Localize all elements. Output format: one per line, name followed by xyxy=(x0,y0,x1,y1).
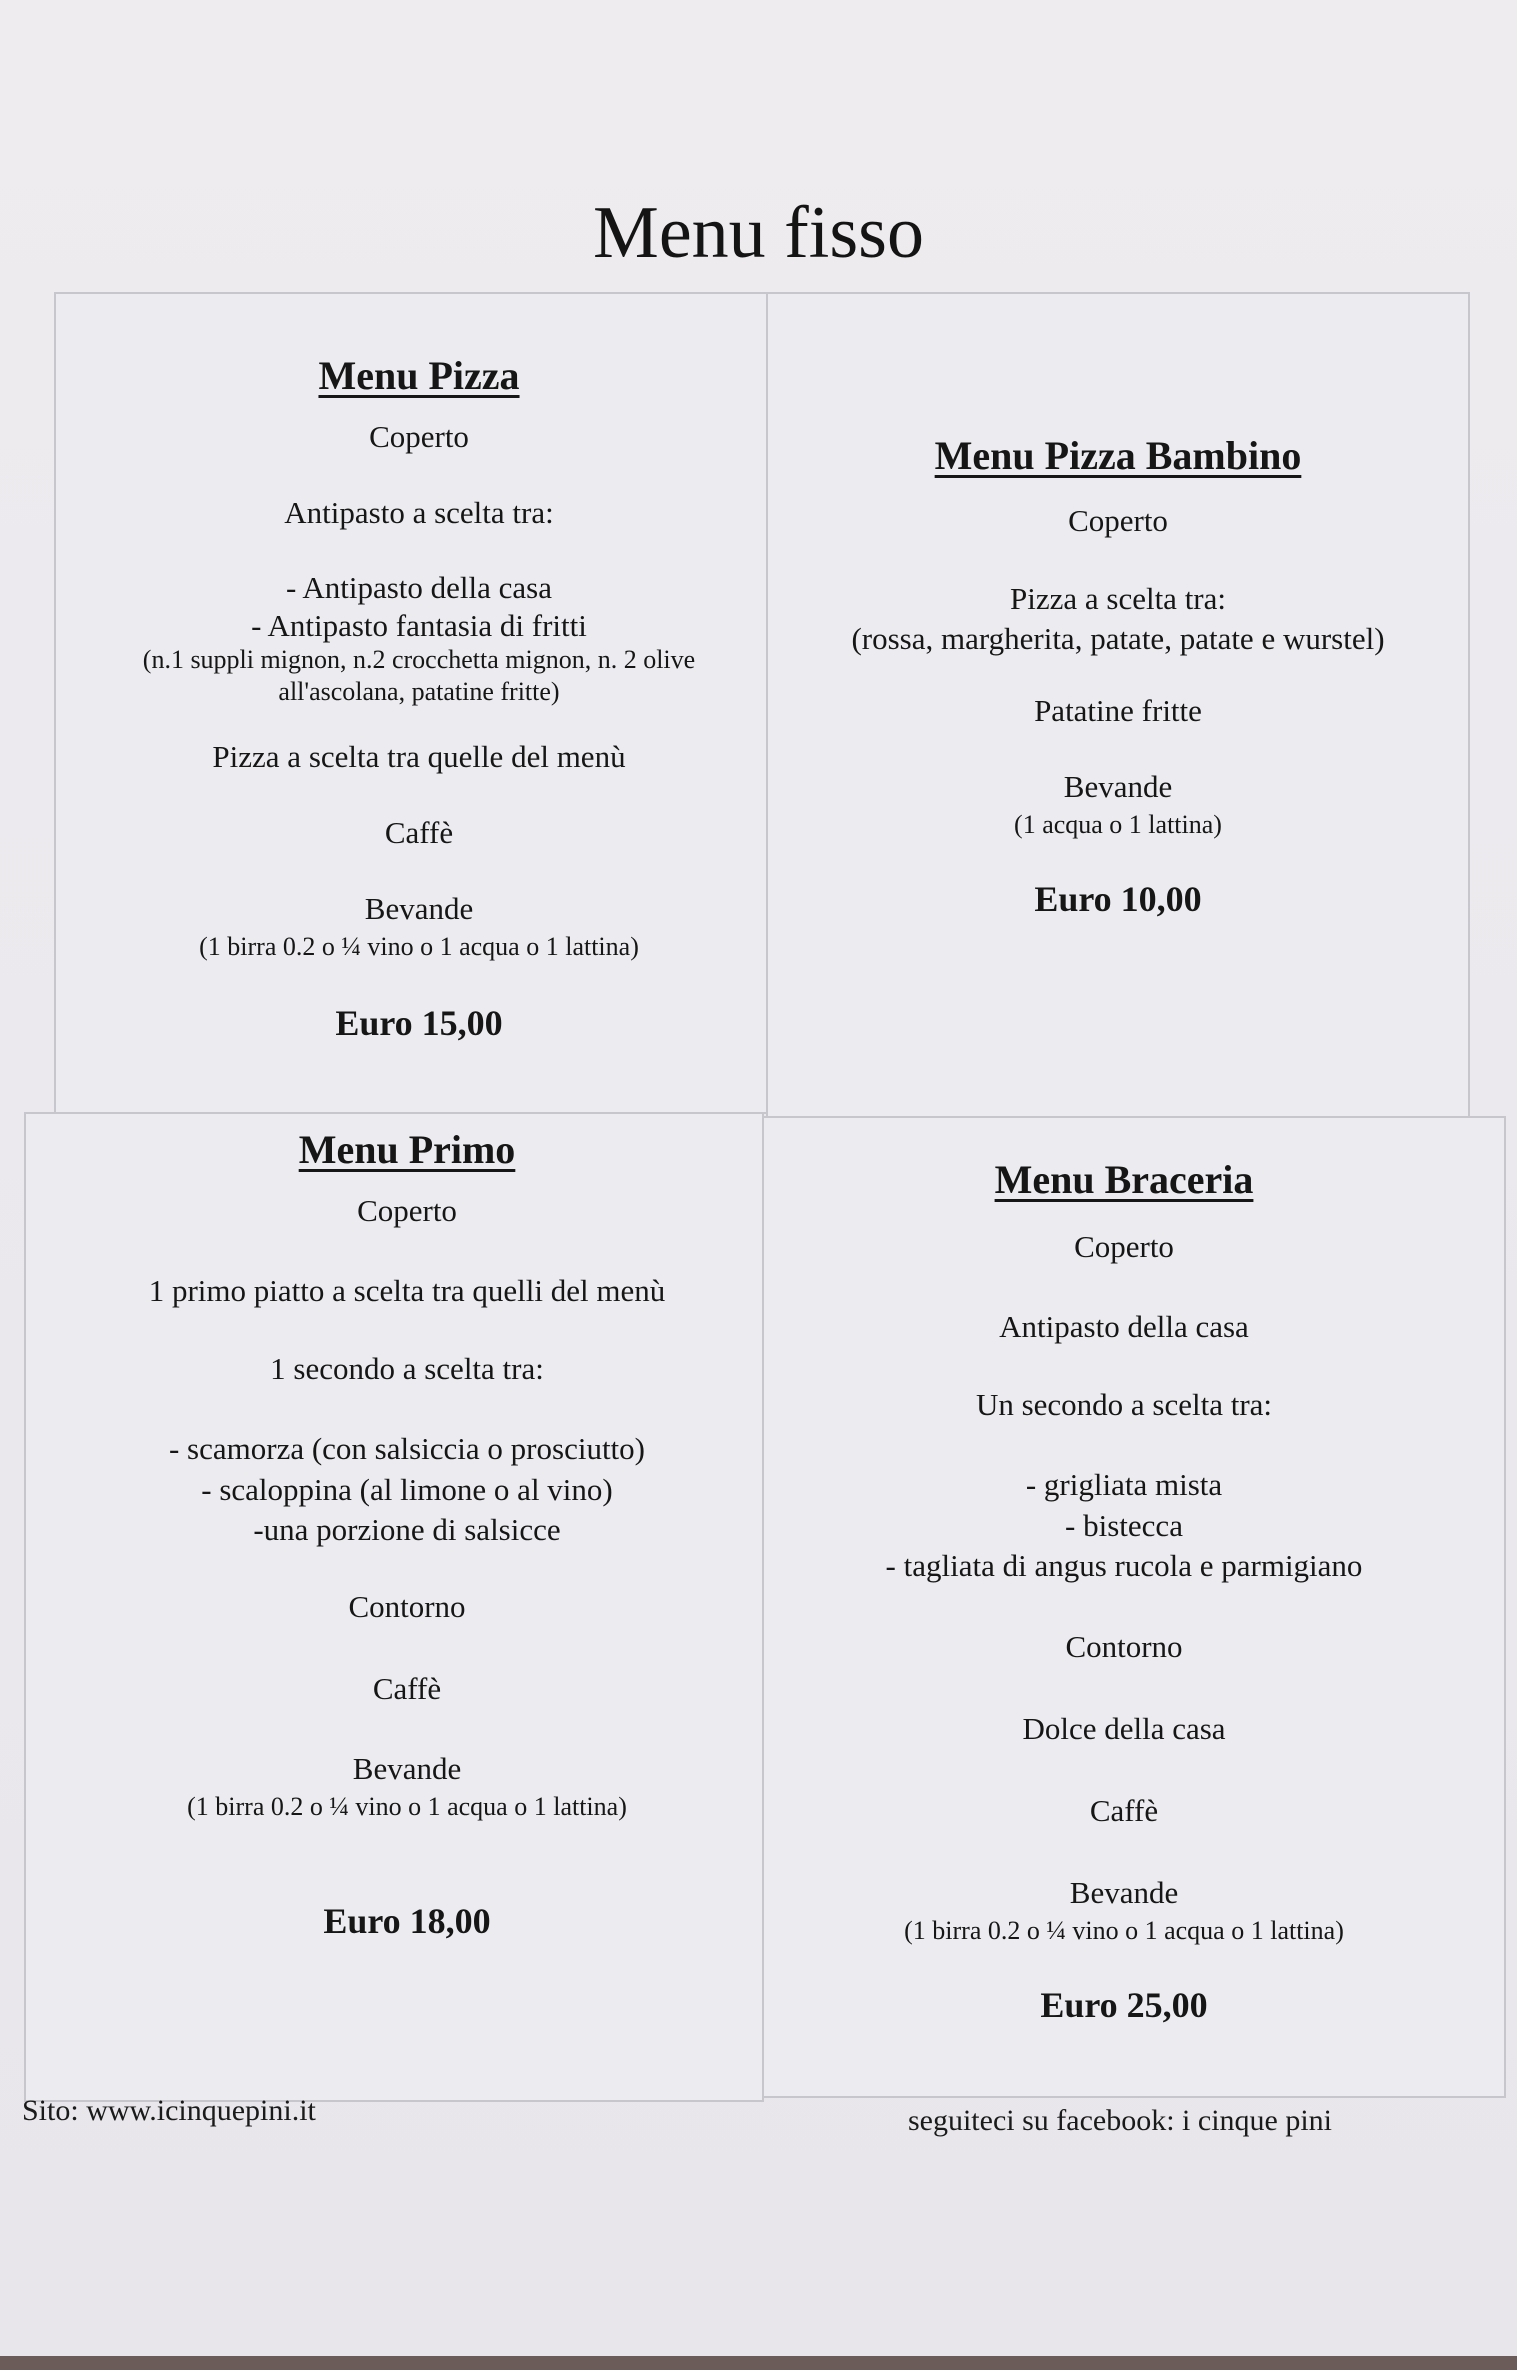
menu-price: Euro 25,00 xyxy=(1040,1985,1208,2025)
dolce-label: Dolce della casa xyxy=(1022,1711,1226,1746)
coperto-label: Coperto xyxy=(369,419,469,454)
secondo-option: - scamorza (con salsiccia o prosciutto) xyxy=(168,1431,645,1466)
page-title: Menu fisso xyxy=(593,192,924,274)
secondo-intro: Un secondo a scelta tra: xyxy=(975,1387,1273,1422)
table-edge xyxy=(0,2356,1517,2370)
bevande-label: Bevande xyxy=(352,1751,462,1786)
antipasto-note: (n.1 suppli mignon, n.2 crocchetta mignon, n. 2 olive xyxy=(142,645,696,674)
menu-primo xyxy=(24,1118,790,1946)
caffe-label: Caffè xyxy=(1089,1793,1159,1828)
secondo-option: - grigliata mista xyxy=(1025,1467,1223,1502)
contorno-label: Contorno xyxy=(348,1589,466,1624)
menu-braceria xyxy=(762,1148,1486,2030)
menu-pizza-heading: Menu Pizza xyxy=(318,353,520,398)
coperto-label: Coperto xyxy=(1074,1229,1174,1264)
menu-price: Euro 18,00 xyxy=(323,1901,491,1941)
menu-pizza xyxy=(54,344,784,1048)
bevande-label: Bevande xyxy=(1069,1875,1179,1910)
bevande-note: (1 birra 0.2 o ¼ vino o 1 acqua o 1 lattina) xyxy=(199,932,639,961)
pizza-intro: Pizza a scelta tra: xyxy=(1009,581,1227,616)
caffe-label: Caffè xyxy=(384,815,454,850)
antipasto-intro: Antipasto a scelta tra: xyxy=(284,495,554,530)
website-link: Sito: www.icinquepini.it xyxy=(22,2094,316,2127)
coperto-label: Coperto xyxy=(357,1193,457,1228)
bevande-note: (1 birra 0.2 o ¼ vino o 1 acqua o 1 lattina) xyxy=(904,1916,1344,1945)
secondo-option: - tagliata di angus rucola e parmigiano xyxy=(885,1548,1363,1583)
antipasto-label: Antipasto della casa xyxy=(999,1309,1249,1344)
menu-primo-heading: Menu Primo xyxy=(298,1127,516,1172)
primo-choice: 1 primo piatto a scelta tra quelli del menù xyxy=(148,1273,666,1308)
caffe-label: Caffè xyxy=(372,1671,442,1706)
coperto-label: Coperto xyxy=(1068,503,1168,538)
antipasto-option: - Antipasto fantasia di fritti xyxy=(251,608,587,643)
menu-price: Euro 10,00 xyxy=(1034,879,1202,919)
bevande-label: Bevande xyxy=(364,891,474,926)
secondo-intro: 1 secondo a scelta tra: xyxy=(270,1351,544,1386)
pizza-choice: Pizza a scelta tra quelle del menù xyxy=(212,739,626,774)
patatine-label: Patatine fritte xyxy=(1034,693,1202,728)
pizza-options: (rossa, margherita, patate, patate e wurstel) xyxy=(851,621,1385,656)
bevande-note: (1 birra 0.2 o ¼ vino o 1 acqua o 1 lattina) xyxy=(187,1792,627,1821)
bevande-label: Bevande xyxy=(1063,769,1173,804)
secondo-option: - scaloppina (al limone o al vino) xyxy=(201,1472,613,1507)
bevande-note: (1 acqua o 1 lattina) xyxy=(1014,810,1222,839)
contorno-label: Contorno xyxy=(1065,1629,1183,1664)
secondo-option: - bistecca xyxy=(1065,1508,1183,1543)
menu-braceria-heading: Menu Braceria xyxy=(994,1157,1254,1202)
menu-price: Euro 15,00 xyxy=(335,1003,503,1043)
facebook-note: seguiteci su facebook: i cinque pini xyxy=(907,2104,1333,2137)
menu-pizza-bambino xyxy=(766,424,1470,924)
antipasto-note: all'ascolana, patatine fritte) xyxy=(278,677,560,706)
secondo-option: -una porzione di salsicce xyxy=(253,1512,561,1547)
antipasto-option: - Antipasto della casa xyxy=(286,570,552,605)
menu-pizza-bambino-heading: Menu Pizza Bambino xyxy=(934,433,1302,478)
